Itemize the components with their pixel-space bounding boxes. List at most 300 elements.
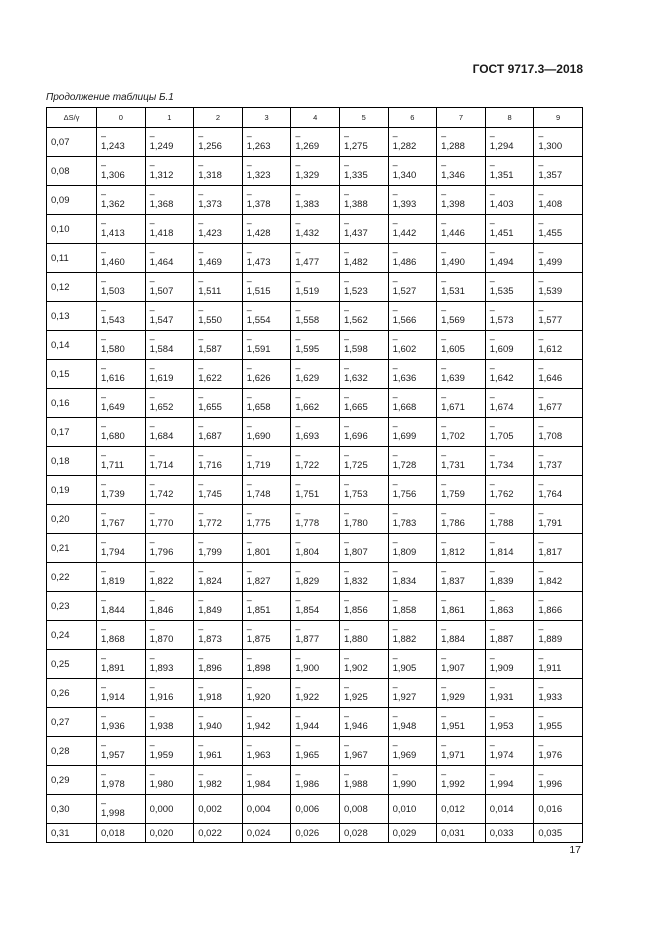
overbar-mark: – [149, 594, 155, 605]
cell-value: 1,714 [149, 459, 174, 471]
cell-value: 1,263 [246, 140, 271, 152]
cell-value: 1,318 [198, 169, 222, 181]
overbar-mark: – [489, 478, 495, 489]
value-cell [291, 244, 340, 273]
overbar-mark: – [392, 623, 398, 634]
overbar-mark: – [392, 594, 398, 605]
overbar-mark: – [392, 536, 398, 547]
cell-value: 1,759 [441, 488, 465, 500]
value-cell [97, 505, 146, 534]
cell-value: 1,460 [101, 256, 125, 268]
value-cell [242, 563, 291, 592]
cell-value: 1,527 [392, 285, 417, 297]
value-cell [388, 476, 437, 505]
overbar-mark: – [441, 246, 447, 257]
overbar-mark: – [489, 391, 495, 402]
overbar-mark: – [101, 420, 107, 431]
value-cell [97, 331, 146, 360]
cell-value: 1,605 [441, 343, 465, 355]
overbar-mark: – [246, 130, 252, 141]
value-cell [97, 418, 146, 447]
value-cell [339, 534, 388, 563]
cell-value: 1,642 [489, 372, 514, 384]
cell-value: 1,916 [149, 691, 174, 703]
table-row [47, 215, 583, 244]
value-cell [242, 476, 291, 505]
cell-value: 1,902 [343, 662, 368, 674]
table-row [47, 592, 583, 621]
value-cell [437, 824, 486, 843]
cell-value: 1,288 [441, 140, 465, 152]
value-cell [437, 128, 486, 157]
value-cell [437, 650, 486, 679]
cell-value: 1,473 [246, 256, 271, 268]
value-cell [437, 563, 486, 592]
row-label-cell: 0,24 [47, 621, 97, 650]
value-cell [242, 505, 291, 534]
overbar-mark: – [149, 768, 155, 779]
cell-value: 1,329 [295, 169, 320, 181]
row-label-cell: 0,23 [47, 592, 97, 621]
cell-value: 1,819 [101, 575, 125, 587]
value-cell [485, 331, 534, 360]
cell-value: 1,598 [343, 343, 368, 355]
header-cell-2: 2 [194, 108, 243, 128]
overbar-mark: – [538, 304, 544, 315]
cell-value: 1,834 [392, 575, 417, 587]
cell-value: 1,756 [392, 488, 417, 500]
value-cell [194, 186, 243, 215]
overbar-mark: – [198, 275, 204, 286]
overbar-mark: – [538, 130, 544, 141]
overbar-mark: – [198, 652, 204, 663]
cell-value: 1,674 [489, 401, 514, 413]
cell-value: 1,775 [246, 517, 271, 529]
overbar-mark: – [149, 217, 155, 228]
value-cell [194, 621, 243, 650]
value-cell [242, 824, 291, 843]
cell-value: 1,499 [538, 256, 563, 268]
overbar-mark: – [441, 652, 447, 663]
cell-value: 1,658 [246, 401, 271, 413]
value-cell [97, 708, 146, 737]
cell-value: 1,482 [343, 256, 368, 268]
value-cell [339, 621, 388, 650]
value-cell [242, 737, 291, 766]
value-cell [145, 534, 194, 563]
table-row [47, 331, 583, 360]
value-cell [145, 563, 194, 592]
table-row [47, 766, 583, 795]
overbar-mark: – [392, 710, 398, 721]
overbar-mark: – [149, 623, 155, 634]
cell-value: 1,976 [538, 749, 563, 761]
cell-value: 1,951 [441, 720, 465, 732]
value-cell [145, 389, 194, 418]
cell-value: 1,671 [441, 401, 465, 413]
row-label-cell: 0,19 [47, 476, 97, 505]
overbar-mark: – [101, 652, 107, 663]
cell-value: 1,388 [343, 198, 368, 210]
value-cell [194, 476, 243, 505]
cell-value: 1,955 [538, 720, 563, 732]
value-cell [339, 766, 388, 795]
table-row [47, 534, 583, 563]
overbar-mark: – [392, 507, 398, 518]
table-row [47, 418, 583, 447]
overbar-mark: – [295, 420, 301, 431]
overbar-mark: – [101, 246, 107, 257]
cell-value: 1,953 [489, 720, 514, 732]
cell-value: 1,988 [343, 778, 368, 790]
overbar-mark: – [489, 130, 495, 141]
value-cell [339, 447, 388, 476]
overbar-mark: – [246, 594, 252, 605]
value-cell [534, 389, 583, 418]
row-label-cell: 0,08 [47, 157, 97, 186]
table-row [47, 157, 583, 186]
value-cell [242, 592, 291, 621]
value-cell [97, 737, 146, 766]
cell-value: 1,282 [392, 140, 417, 152]
overbar-mark: – [246, 246, 252, 257]
table-row [47, 650, 583, 679]
value-cell [97, 534, 146, 563]
cell-value: 1,584 [149, 343, 174, 355]
cell-value: 1,340 [392, 169, 417, 181]
cell-value: 1,884 [441, 633, 465, 645]
overbar-mark: – [343, 565, 349, 576]
cell-value: 1,543 [101, 314, 125, 326]
cell-value: 1,306 [101, 169, 125, 181]
overbar-mark: – [149, 333, 155, 344]
cell-value: 1,646 [538, 372, 563, 384]
value-cell [388, 360, 437, 389]
cell-value: 1,346 [441, 169, 465, 181]
overbar-mark: – [441, 449, 447, 460]
overbar-mark: – [343, 275, 349, 286]
cell-value: 1,796 [149, 546, 174, 558]
cell-value: 0,024 [246, 827, 271, 839]
overbar-mark: – [198, 362, 204, 373]
value-cell [291, 476, 340, 505]
value-cell [485, 273, 534, 302]
header-cell-3: 3 [242, 108, 291, 128]
cell-value: 1,807 [343, 546, 368, 558]
value-cell [534, 186, 583, 215]
cell-value: 1,770 [149, 517, 174, 529]
values-table [46, 107, 583, 843]
value-cell [194, 679, 243, 708]
value-cell [242, 679, 291, 708]
value-cell [339, 215, 388, 244]
value-cell [194, 389, 243, 418]
value-cell [437, 418, 486, 447]
cell-value: 1,829 [295, 575, 320, 587]
overbar-mark: – [392, 565, 398, 576]
overbar-mark: – [441, 333, 447, 344]
overbar-mark: – [101, 623, 107, 634]
value-cell [97, 302, 146, 331]
header-cell-5: 5 [339, 108, 388, 128]
value-cell [485, 302, 534, 331]
cell-value: 1,609 [489, 343, 514, 355]
overbar-mark: – [295, 188, 301, 199]
value-cell [97, 186, 146, 215]
table-row [47, 186, 583, 215]
value-cell [145, 476, 194, 505]
cell-value: 1,772 [198, 517, 222, 529]
overbar-mark: – [295, 623, 301, 634]
overbar-mark: – [343, 130, 349, 141]
overbar-mark: – [149, 739, 155, 750]
overbar-mark: – [246, 623, 252, 634]
overbar-mark: – [392, 768, 398, 779]
overbar-mark: – [489, 623, 495, 634]
value-cell [437, 331, 486, 360]
cell-value: 1,969 [392, 749, 417, 761]
value-cell [242, 244, 291, 273]
value-cell [291, 708, 340, 737]
cell-value: 1,708 [538, 430, 563, 442]
overbar-mark: – [343, 623, 349, 634]
table-row [47, 476, 583, 505]
cell-value: 1,961 [198, 749, 222, 761]
cell-value: 1,677 [538, 401, 563, 413]
overbar-mark: – [198, 623, 204, 634]
value-cell [437, 708, 486, 737]
header-cell-7: 7 [437, 108, 486, 128]
value-cell [291, 215, 340, 244]
value-cell [291, 389, 340, 418]
cell-value: 0,000 [149, 803, 174, 815]
cell-value: 1,699 [392, 430, 417, 442]
overbar-mark: – [538, 449, 544, 460]
value-cell [97, 215, 146, 244]
cell-value: 1,891 [101, 662, 125, 674]
header-cell-1: 1 [145, 108, 194, 128]
overbar-mark: – [392, 275, 398, 286]
cell-value: 1,980 [149, 778, 174, 790]
cell-value: 1,745 [198, 488, 222, 500]
overbar-mark: – [392, 130, 398, 141]
overbar-mark: – [246, 304, 252, 315]
overbar-mark: – [246, 507, 252, 518]
value-cell [485, 505, 534, 534]
value-cell [485, 157, 534, 186]
value-cell [534, 824, 583, 843]
cell-value: 1,827 [246, 575, 271, 587]
cell-value: 1,764 [538, 488, 563, 500]
value-cell [437, 360, 486, 389]
value-cell [145, 157, 194, 186]
cell-value: 1,753 [343, 488, 368, 500]
value-cell [339, 360, 388, 389]
cell-value: 1,842 [538, 575, 563, 587]
value-cell [437, 534, 486, 563]
overbar-mark: – [343, 391, 349, 402]
overbar-mark: – [343, 536, 349, 547]
value-cell [194, 128, 243, 157]
row-label-cell: 0,17 [47, 418, 97, 447]
cell-value: 1,856 [343, 604, 368, 616]
cell-value: 1,464 [149, 256, 174, 268]
overbar-mark: – [101, 391, 107, 402]
cell-value: 1,490 [441, 256, 465, 268]
cell-value: 1,839 [489, 575, 514, 587]
cell-value: 1,469 [198, 256, 222, 268]
cell-value: 1,503 [101, 285, 125, 297]
value-cell [437, 592, 486, 621]
overbar-mark: – [149, 275, 155, 286]
value-cell [437, 157, 486, 186]
overbar-mark: – [538, 565, 544, 576]
table-row [47, 737, 583, 766]
row-label-cell: 0,07 [47, 128, 97, 157]
cell-value: 1,668 [392, 401, 417, 413]
cell-value: 1,925 [343, 691, 368, 703]
value-cell [194, 766, 243, 795]
cell-value: 1,357 [538, 169, 563, 181]
overbar-mark: – [101, 188, 107, 199]
value-cell [291, 592, 340, 621]
cell-value: 1,362 [101, 198, 125, 210]
cell-value: 1,403 [489, 198, 514, 210]
overbar-mark: – [343, 217, 349, 228]
cell-value: 1,849 [198, 604, 222, 616]
overbar-mark: – [198, 710, 204, 721]
value-cell [485, 534, 534, 563]
overbar-mark: – [343, 188, 349, 199]
overbar-mark: – [149, 681, 155, 692]
overbar-mark: – [538, 768, 544, 779]
value-cell [534, 708, 583, 737]
value-cell [145, 824, 194, 843]
table-row [47, 679, 583, 708]
table-row [47, 389, 583, 418]
overbar-mark: – [101, 304, 107, 315]
overbar-mark: – [489, 768, 495, 779]
value-cell [145, 331, 194, 360]
row-label-cell: 0,15 [47, 360, 97, 389]
cell-value: 1,702 [441, 430, 465, 442]
cell-value: 1,398 [441, 198, 465, 210]
value-cell [194, 157, 243, 186]
overbar-mark: – [101, 449, 107, 460]
cell-value: 1,944 [295, 720, 320, 732]
cell-value: 1,931 [489, 691, 514, 703]
value-cell [145, 215, 194, 244]
overbar-mark: – [295, 536, 301, 547]
overbar-mark: – [441, 565, 447, 576]
cell-value: 1,905 [392, 662, 417, 674]
cell-value: 1,523 [343, 285, 368, 297]
overbar-mark: – [246, 710, 252, 721]
cell-value: 1,539 [538, 285, 563, 297]
overbar-mark: – [246, 420, 252, 431]
overbar-mark: – [538, 420, 544, 431]
overbar-mark: – [198, 478, 204, 489]
overbar-mark: – [149, 304, 155, 315]
overbar-mark: – [489, 217, 495, 228]
value-cell [242, 302, 291, 331]
table-body [47, 128, 583, 843]
cell-value: 1,959 [149, 749, 174, 761]
value-cell [339, 389, 388, 418]
overbar-mark: – [489, 449, 495, 460]
overbar-mark: – [295, 362, 301, 373]
overbar-mark: – [392, 391, 398, 402]
value-cell [437, 476, 486, 505]
cell-value: 1,629 [295, 372, 320, 384]
cell-value: 1,323 [246, 169, 271, 181]
value-cell [534, 128, 583, 157]
value-cell [388, 244, 437, 273]
overbar-mark: – [198, 188, 204, 199]
cell-value: 1,300 [538, 140, 563, 152]
overbar-mark: – [198, 565, 204, 576]
value-cell [97, 650, 146, 679]
value-cell [194, 244, 243, 273]
value-cell [339, 244, 388, 273]
cell-value: 1,929 [441, 691, 465, 703]
value-cell [194, 824, 243, 843]
overbar-mark: – [489, 594, 495, 605]
row-label-cell: 0,13 [47, 302, 97, 331]
value-cell [291, 650, 340, 679]
cell-value: 1,922 [295, 691, 320, 703]
cell-value: 1,716 [198, 459, 222, 471]
value-cell [97, 563, 146, 592]
value-cell [534, 447, 583, 476]
value-cell [534, 766, 583, 795]
cell-value: 1,680 [101, 430, 125, 442]
value-cell [437, 447, 486, 476]
overbar-mark: – [198, 681, 204, 692]
cell-value: 1,967 [343, 749, 368, 761]
row-label-cell: 0,30 [47, 795, 97, 824]
overbar-mark: – [246, 478, 252, 489]
cell-value: 1,256 [198, 140, 222, 152]
row-label-cell: 0,14 [47, 331, 97, 360]
cell-value: 1,791 [538, 517, 563, 529]
value-cell [388, 563, 437, 592]
row-label-cell: 0,10 [47, 215, 97, 244]
overbar-mark: – [295, 507, 301, 518]
overbar-mark: – [198, 246, 204, 257]
overbar-mark: – [441, 130, 447, 141]
value-cell [485, 360, 534, 389]
overbar-mark: – [392, 652, 398, 663]
cell-value: 1,978 [101, 778, 125, 790]
overbar-mark: – [295, 275, 301, 286]
value-cell [291, 273, 340, 302]
value-cell [97, 360, 146, 389]
cell-value: 1,649 [101, 401, 125, 413]
value-cell [388, 128, 437, 157]
cell-value: 1,437 [343, 227, 368, 239]
value-cell [534, 331, 583, 360]
overbar-mark: – [538, 159, 544, 170]
overbar-mark: – [198, 304, 204, 315]
overbar-mark: – [149, 449, 155, 460]
overbar-mark: – [489, 681, 495, 692]
cell-value: 1,974 [489, 749, 514, 761]
row-label-cell: 0,09 [47, 186, 97, 215]
value-cell [437, 215, 486, 244]
value-cell [97, 679, 146, 708]
value-cell [485, 737, 534, 766]
